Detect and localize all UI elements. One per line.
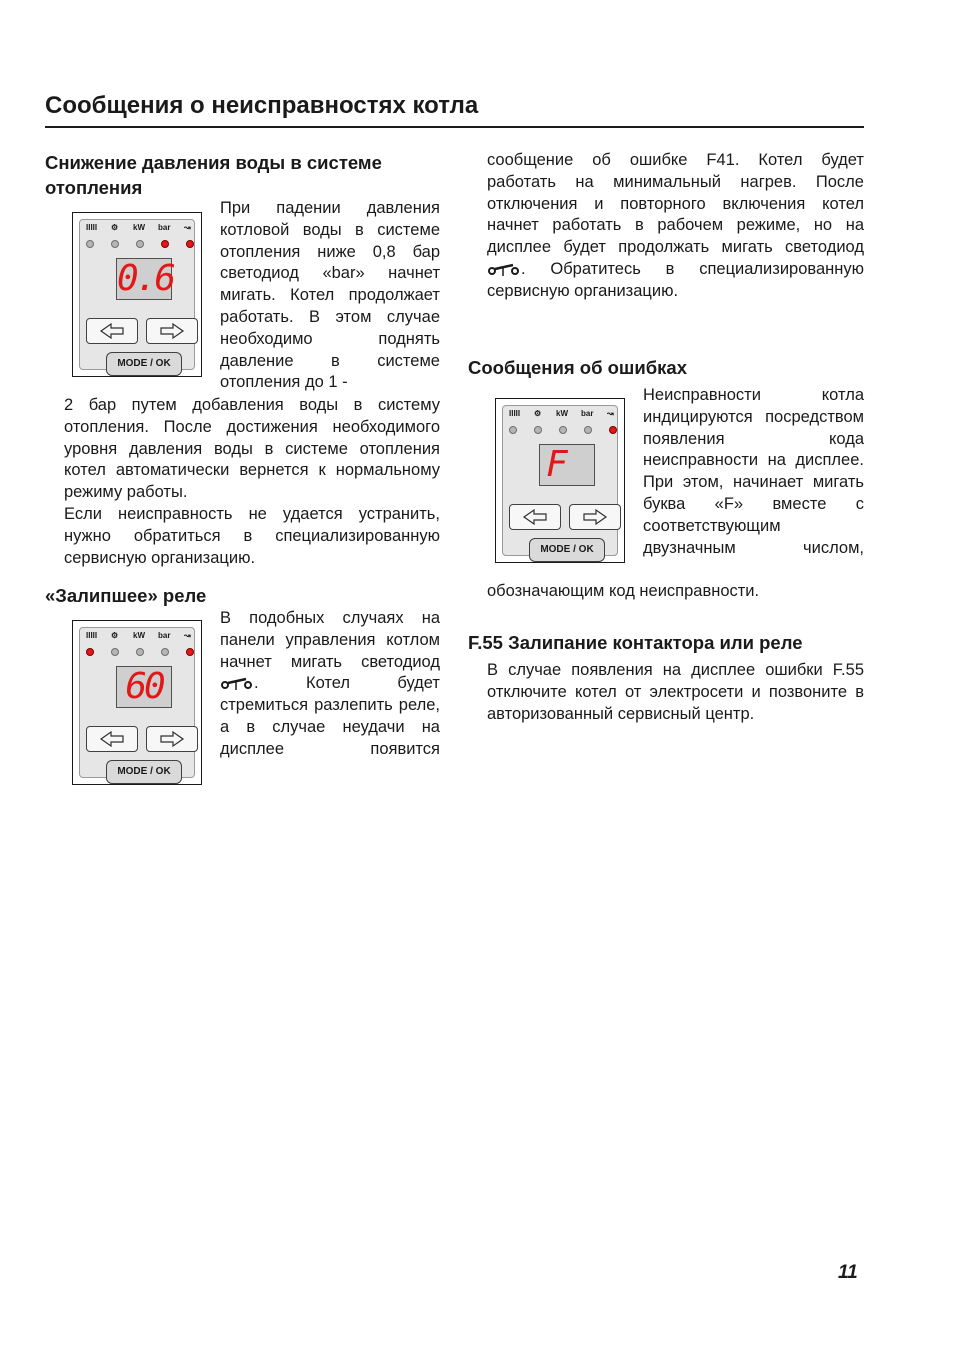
pressure-text-service: Если неисправность не удается устранить, нужно обратиться в специализированную сервисную организацию. <box>64 505 440 567</box>
arrow-left-icon <box>87 319 137 343</box>
radiator-icon: IIIII <box>509 409 521 418</box>
panel-face <box>79 627 195 778</box>
mode-ok-button[interactable]: MODE / OK <box>529 538 605 562</box>
right-arrow-button[interactable] <box>146 318 198 344</box>
digital-display <box>116 258 172 300</box>
led-radiator <box>86 648 94 656</box>
led-relay-blinking <box>186 648 194 656</box>
bar-label: bar <box>158 223 171 232</box>
errors-text-below: обозначающим код неисправности. <box>487 582 760 600</box>
led-radiator <box>509 426 517 434</box>
heading-f55: F.55 Залипание контактора или реле <box>468 632 803 653</box>
pressure-text-below: 2 бар путем добавления воды в систему отопления. После достижения необходимого уровня давления воды в системе отопления котел автоматически вернется к нормальному режиму работы. <box>64 396 440 502</box>
heading-errors: Сообщения об ошибках <box>468 357 687 378</box>
relay-text-b: . Котел будет стремиться разлепить реле, а в случае неудачи на дисплее появится <box>220 674 440 758</box>
led-bar <box>161 648 169 656</box>
relay-icon: ↝ <box>184 223 191 232</box>
pressure-text-beside: При падении давления котловой воды в системе отопления ниже 0,8 бар светодиод «bar» начнет мигать. Котел продолжает работать. В этом случае необходимо поднять давление в системе отопления до 1 - <box>220 199 440 392</box>
tap-icon: ⚙ <box>111 223 119 232</box>
led-kw <box>559 426 567 434</box>
arrow-left-icon <box>510 505 560 529</box>
relay-cont-b: . Обратитесь в специализированную сервисную организацию. <box>487 259 864 300</box>
led-relay <box>609 426 617 434</box>
relay-icon: ↝ <box>184 631 191 640</box>
bar-label: bar <box>581 409 594 418</box>
digital-display <box>539 444 595 486</box>
led-kw <box>136 648 144 656</box>
led-bar <box>584 426 592 434</box>
control-panel-error <box>495 398 625 563</box>
arrow-right-icon <box>147 319 197 343</box>
display-value: F <box>546 444 565 485</box>
heading-relay: «Залипшее» реле <box>45 585 207 606</box>
title-divider <box>45 126 864 128</box>
led-tap <box>534 426 542 434</box>
led-tap <box>111 240 119 248</box>
left-arrow-button[interactable] <box>509 504 561 530</box>
mode-ok-button[interactable]: MODE / OK <box>106 760 182 784</box>
relay-symbol-icon <box>220 676 254 692</box>
page-number: 11 <box>838 1262 858 1283</box>
kw-label: kW <box>133 631 145 640</box>
heading-pressure: Снижение давления воды в системе отопления <box>45 152 382 198</box>
relay-cont-a: сообщение об ошибке F41. Котел будет работать на минимальный нагрев. После отключения и повторного включения котел начнет работать в рабочем режиме, но на дисплее будет продолжать мигать светодиод <box>487 151 864 257</box>
panel-face <box>502 405 618 556</box>
display-value: 0.6 <box>117 258 174 299</box>
relay-text-a: В подобных случаях на панели управления котлом начнет мигать светодиод <box>220 609 440 671</box>
radiator-icon: IIIII <box>86 223 98 232</box>
led-tap <box>111 648 119 656</box>
kw-label: kW <box>556 409 568 418</box>
control-panel-pressure <box>72 212 202 377</box>
led-kw <box>136 240 144 248</box>
arrow-left-icon <box>87 727 137 751</box>
right-arrow-button[interactable] <box>146 726 198 752</box>
mode-ok-button[interactable]: MODE / OK <box>106 352 182 376</box>
left-arrow-button[interactable] <box>86 726 138 752</box>
kw-label: kW <box>133 223 145 232</box>
led-radiator <box>86 240 94 248</box>
arrow-right-icon <box>147 727 197 751</box>
arrow-right-icon <box>570 505 620 529</box>
panel-face <box>79 219 195 370</box>
radiator-icon: IIIII <box>86 631 98 640</box>
relay-icon: ↝ <box>607 409 614 418</box>
right-arrow-button[interactable] <box>569 504 621 530</box>
relay-text-beside <box>220 608 440 761</box>
bar-label: bar <box>158 631 171 640</box>
relay-symbol-icon <box>487 262 521 278</box>
tap-icon: ⚙ <box>534 409 542 418</box>
tap-icon: ⚙ <box>111 631 119 640</box>
led-bar-blinking <box>161 240 169 248</box>
digital-display <box>116 666 172 708</box>
f55-text: В случае появления на дисплее ошибки F.55 отключите котел от электросети и позвоните в авторизованный сервисный центр. <box>487 661 864 723</box>
page-title: Сообщения о неисправностях котла <box>45 92 479 119</box>
relay-text-continued <box>487 150 864 303</box>
left-arrow-button[interactable] <box>86 318 138 344</box>
errors-text-beside: Неисправности котла индицируются посредством появления кода неисправности на дисплее. При этом, начинает мигать буква «F» вместе с соответствующим двузначным числом, <box>643 386 864 557</box>
display-value: 60 <box>125 666 163 707</box>
control-panel-relay <box>72 620 202 785</box>
led-relay <box>186 240 194 248</box>
